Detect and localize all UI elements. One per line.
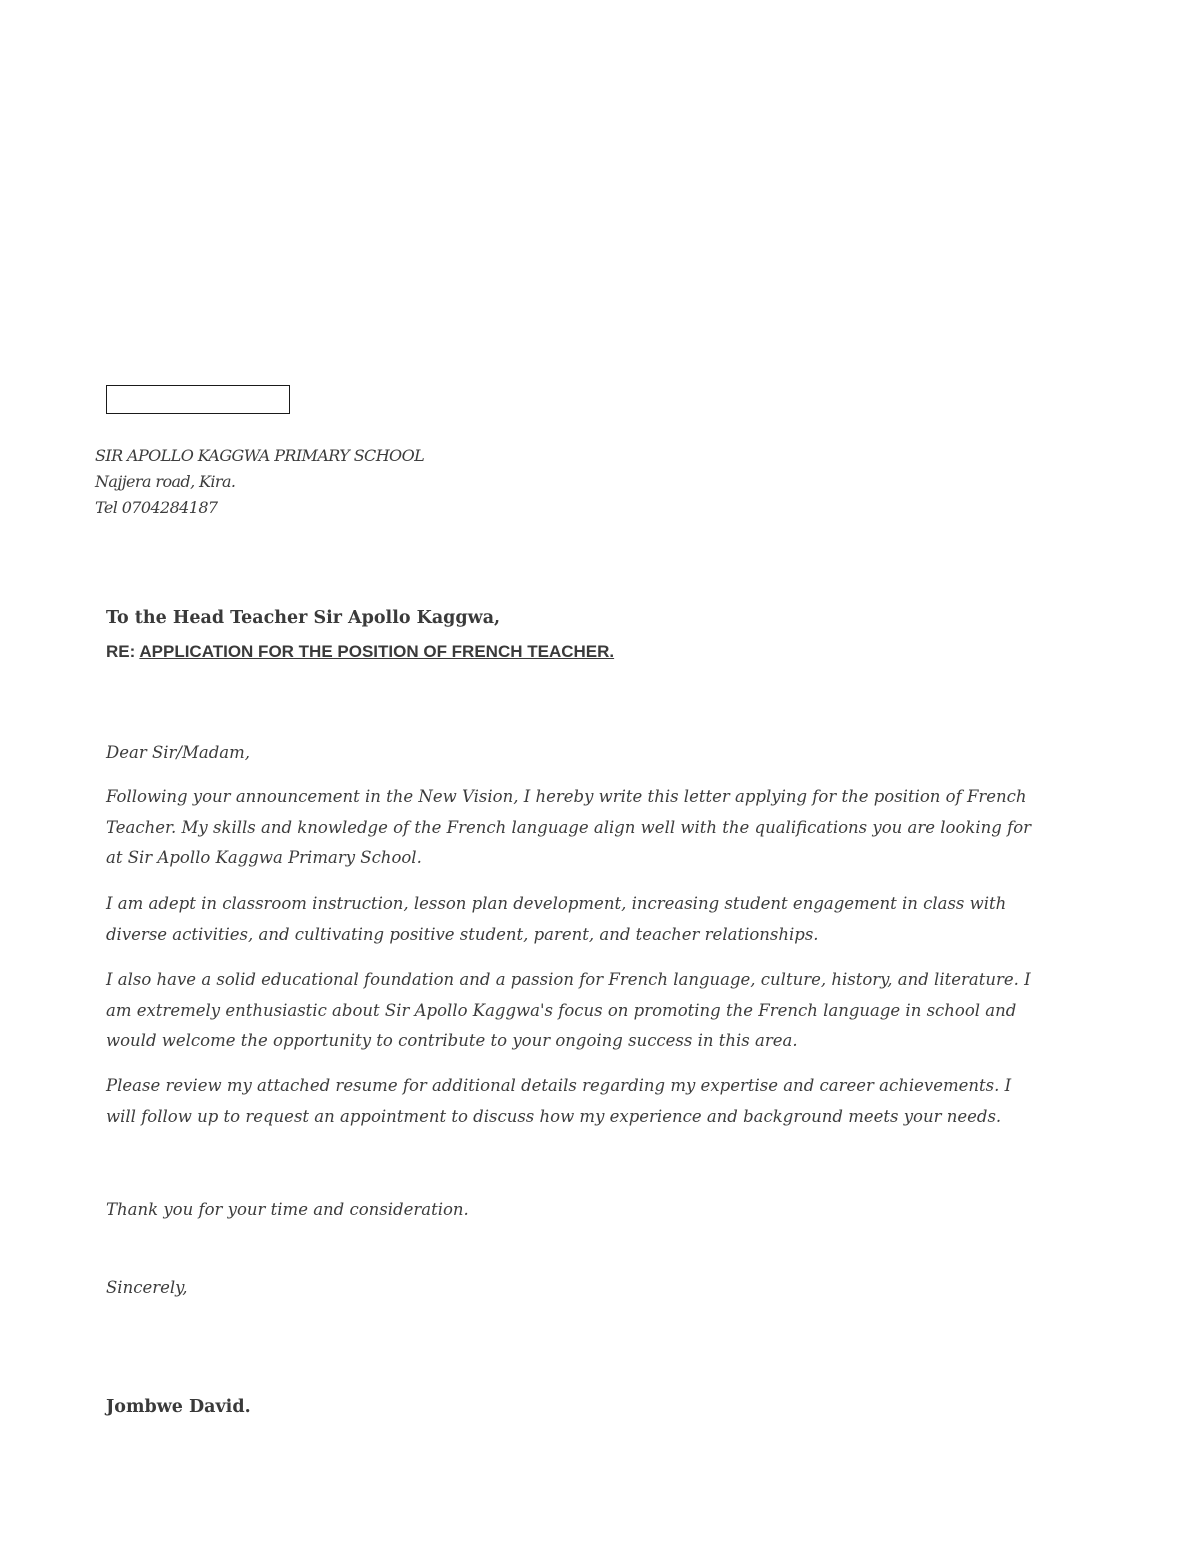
body-paragraph-1 [106, 782, 1106, 874]
paragraph-line: at Sir Apollo Kaggwa Primary School. [106, 848, 422, 867]
paragraph-line: I also have a solid educational foundation and a passion for French language, culture, history, and literature. I [106, 970, 1031, 989]
body-paragraph-2 [106, 889, 1106, 950]
paragraph-line: Please review my attached resume for additional details regarding my expertise and career achievements. I [106, 1076, 1012, 1095]
empty-text-box [106, 385, 290, 414]
salutation: Dear Sir/Madam, [106, 743, 251, 762]
school-name: SIR APOLLO KAGGWA PRIMARY SCHOOL [95, 446, 425, 465]
sender-address [95, 443, 695, 521]
paragraph-line: Following your announcement in the New Vision, I hereby write this letter applying for the position of French [106, 787, 1027, 806]
closing-line: Sincerely, [106, 1278, 188, 1297]
paragraph-line: will follow up to request an appointment to discuss how my experience and background meets your needs. [106, 1106, 1002, 1126]
paragraph-line: I am adept in classroom instruction, lesson plan development, increasing student engagement in class with [106, 894, 1007, 913]
paragraph-line: am extremely enthusiastic about Sir Apollo Kaggwa's focus on promoting the French language in school and [106, 1000, 1017, 1020]
body-paragraph-3 [106, 965, 1106, 1057]
recipient-line: To the Head Teacher Sir Apollo Kaggwa, [106, 608, 501, 628]
subject-text: APPLICATION FOR THE POSITION OF FRENCH TEACHER. [139, 642, 615, 661]
subject-line [106, 640, 614, 664]
paragraph-line: diverse activities, and cultivating positive student, parent, and teacher relationships. [106, 924, 819, 944]
thanks-line: Thank you for your time and consideration. [106, 1200, 469, 1219]
subject-prefix: RE: [106, 642, 140, 661]
paragraph-line: would welcome the opportunity to contribute to your ongoing success in this area. [106, 1031, 798, 1050]
paragraph-line: Teacher. My skills and knowledge of the French language align well with the qualifications you are looking for [106, 817, 1032, 837]
body-paragraph-4 [106, 1071, 1106, 1132]
signature-name: Jombwe David. [106, 1397, 251, 1417]
telephone: Tel 0704284187 [95, 498, 218, 517]
street-address: Najjera road, Kira. [95, 472, 236, 491]
